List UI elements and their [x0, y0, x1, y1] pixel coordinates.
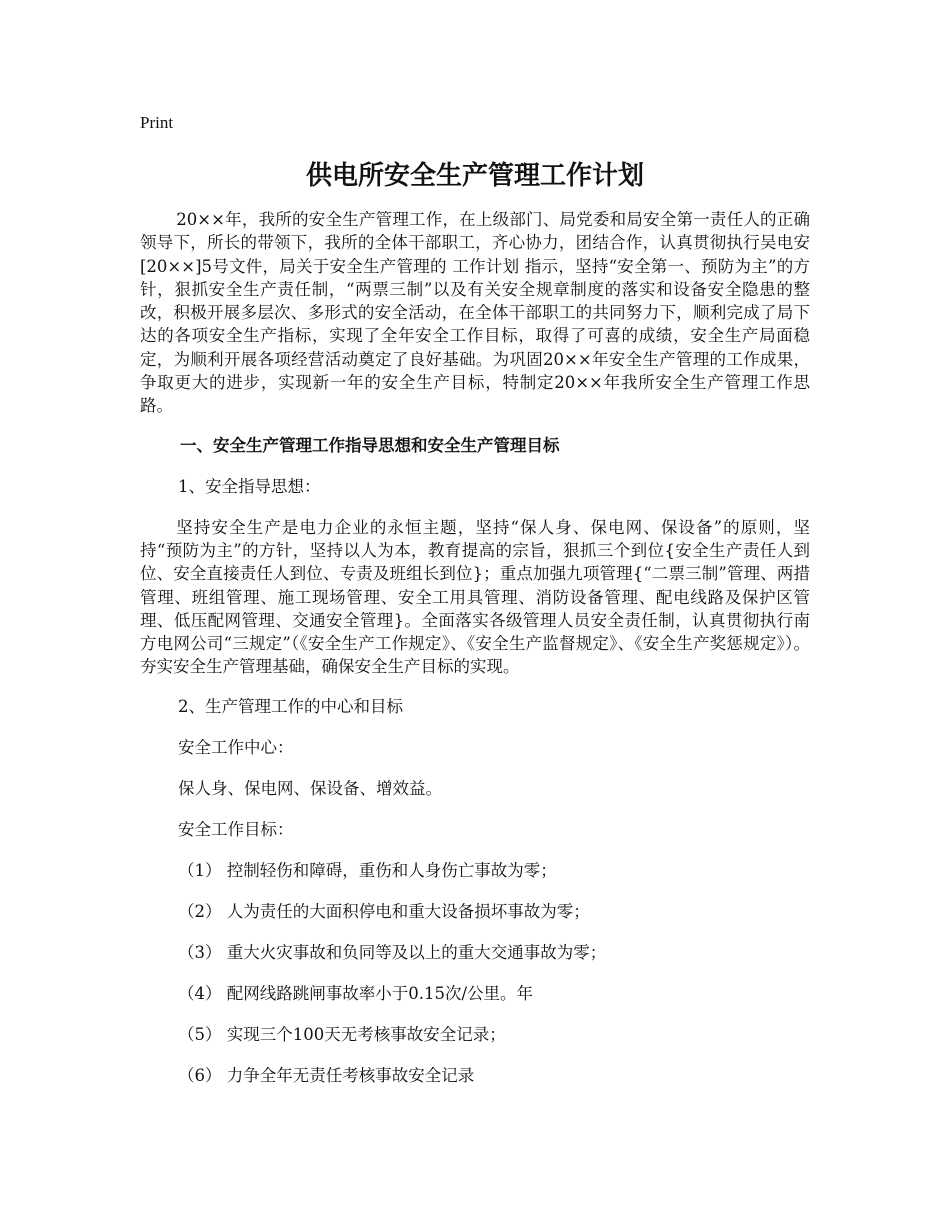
- print-link[interactable]: Print: [140, 113, 174, 132]
- center-label: 安全工作中心：: [178, 737, 294, 757]
- document-body: [140, 208, 810, 1088]
- guiding-principle-paragraph: 坚持安全生产是电力企业的永恒主题，坚持“保人身、保电网、保设备”的原则，坚持“预防为主”的方针，坚持以人为本，教育提高的宗旨，狠抓三个到位{安全生产责任人到位、安全直接责任人到位、专责及班组长到位}；重点加强九项管理{“二票三制”管理、两措管理、班组管理、施工现场管理、安全工用具管理、消防设备管理、配电线路及保护区管理、低压配网管理、交通安全管理}。全面落实各级管理人员安全责任制，认真贯彻执行南方电网公司“三规定”（《安全生产工作规定》、《安全生产监督规定》、《安全生产奖惩规定》）。夯实安全生产管理基础，确保安全生产目标的实现。: [140, 517, 810, 677]
- intro-paragraph: 20××年，我所的安全生产管理工作，在上级部门、局党委和局安全第一责任人的正确领导下，所长的带领下，我所的全体干部职工，齐心协力，团结合作，认真贯彻执行吴电安[20××]5号文件，局关于安全生产管理的 工作计划 指示，坚持“安全第一、预防为主”的方针，狠抓安全生产责任制，“两票三制”以及有关安全规章制度的落实和设备安全隐患的整改，积极开展多层次、多形式的安全活动，在全体干部职工的共同努力下，顺利完成了局下达的各项安全生产指标，实现了全年安全工作目标，取得了可喜的成绩，安全生产局面稳定，为顺利开展各项经营活动奠定了良好基础。为巩固20××年安全生产管理的工作成果，争取更大的进步，实现新一年的安全生产目标，特制定20××年我所安全生产管理工作思路。: [140, 210, 810, 416]
- goals-label: 安全工作目标：: [178, 819, 294, 839]
- goal-item: （6） 力争全年无责任考核事故安全记录: [178, 1065, 475, 1085]
- goal-item: （4） 配网线路跳闸事故率小于0.15次/公里。年: [178, 983, 534, 1003]
- goal-item: （3） 重大火灾事故和负同等及以上的重大交通事故为零；: [178, 942, 607, 962]
- section-heading: 一、安全生产管理工作指导思想和安全生产管理目标: [180, 435, 560, 455]
- goal-item: （2） 人为责任的大面积停电和重大设备损坏事故为零；: [178, 901, 590, 921]
- goal-item: （1） 控制轻伤和障碍，重伤和人身伤亡事故为零；: [178, 860, 557, 880]
- subsection-heading: 2、生产管理工作的中心和目标: [178, 696, 403, 716]
- center-text: 保人身、保电网、保设备、增效益。: [178, 778, 442, 798]
- goal-item: （5） 实现三个100天无考核事故安全记录；: [178, 1024, 506, 1044]
- document-title: 供电所安全生产管理工作计划: [305, 161, 644, 191]
- subsection-heading: 1、安全指导思想：: [178, 476, 321, 496]
